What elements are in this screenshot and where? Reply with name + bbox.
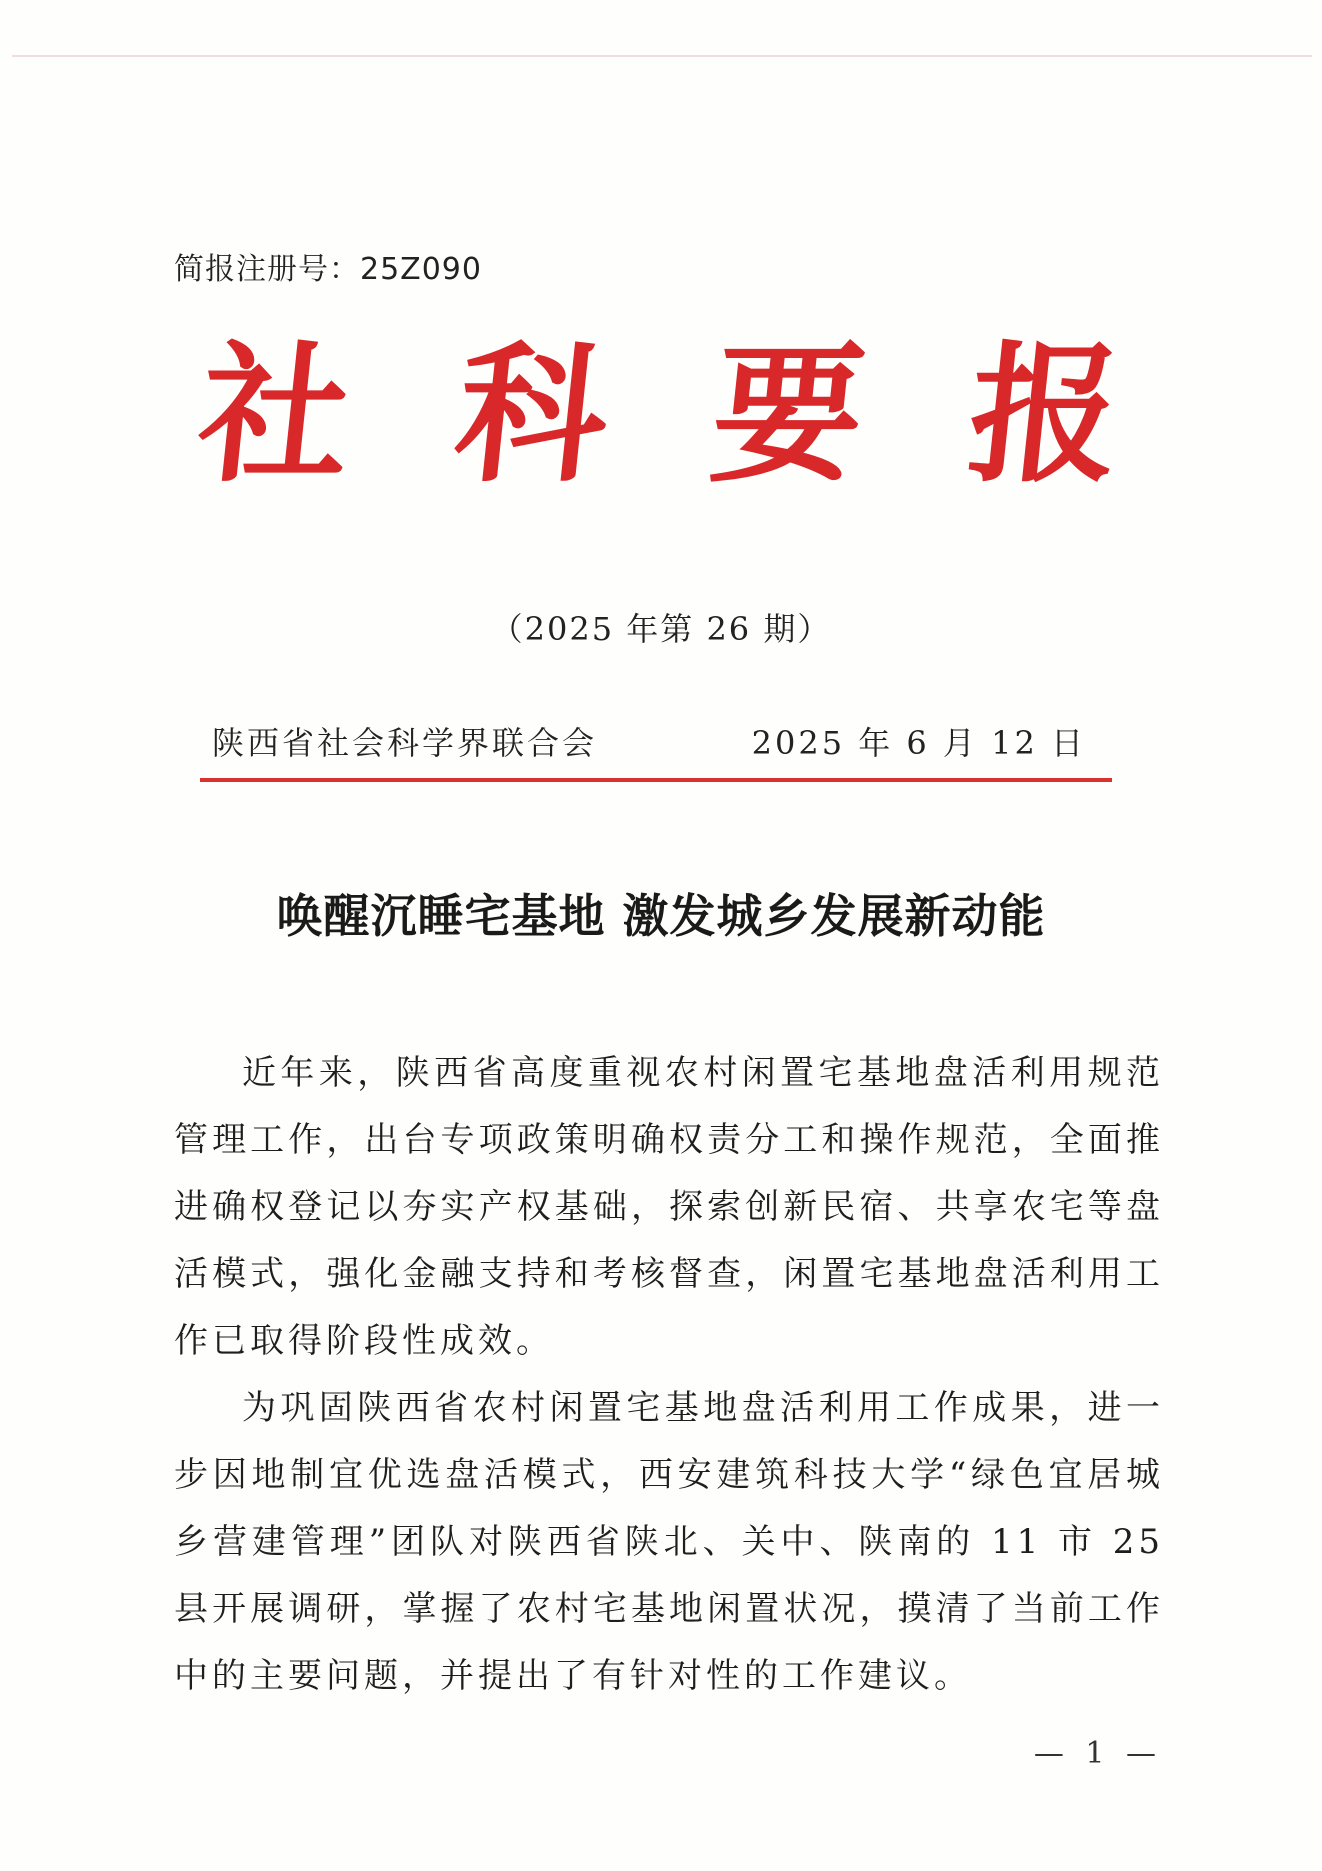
masthead-char-4: 报 bbox=[960, 327, 1130, 503]
red-divider bbox=[200, 778, 1112, 782]
masthead-title bbox=[190, 327, 1130, 503]
page-number: — 1 — bbox=[1033, 1736, 1162, 1771]
issuer-line bbox=[200, 718, 1100, 768]
registration-number: 简报注册号：25Z090 bbox=[174, 252, 482, 287]
issue-date: 2025 年 6 月 12 日 bbox=[751, 724, 1086, 762]
masthead-char-2: 科 bbox=[447, 327, 616, 503]
issuer-name: 陕西省社会科学界联合会 bbox=[212, 724, 598, 762]
top-edge-line bbox=[12, 55, 1312, 57]
masthead-char-1: 社 bbox=[190, 327, 360, 503]
issue-number: （2025 年第 26 期） bbox=[490, 610, 832, 648]
masthead-char-3: 要 bbox=[704, 327, 873, 503]
paragraph-2: 为巩固陕西省农村闲置宅基地盘活利用工作成果，进一步因地制宜优选盘活模式，西安建筑科技大学“绿色宜居城乡营建管理”团队对陕西省陕北、关中、陕南的 11 市 25 县开展调研，掌握了农村宅基地闲置状况，摸清了当前工作中的主要问题，并提出了有针对性的工作建议。 bbox=[174, 1388, 1164, 1696]
article-headline: 唤醒沉睡宅基地 激发城乡发展新动能 bbox=[276, 889, 1046, 943]
paragraph-1: 近年来，陕西省高度重视农村闲置宅基地盘活利用规范管理工作，出台专项政策明确权责分工和操作规范，全面推进确权登记以夯实产权基础，探索创新民宿、共享农宅等盘活模式，强化金融支持和考核督查，闲置宅基地盘活利用工作已取得阶段性成效。 bbox=[174, 1053, 1164, 1361]
article-body bbox=[174, 1040, 1164, 1710]
